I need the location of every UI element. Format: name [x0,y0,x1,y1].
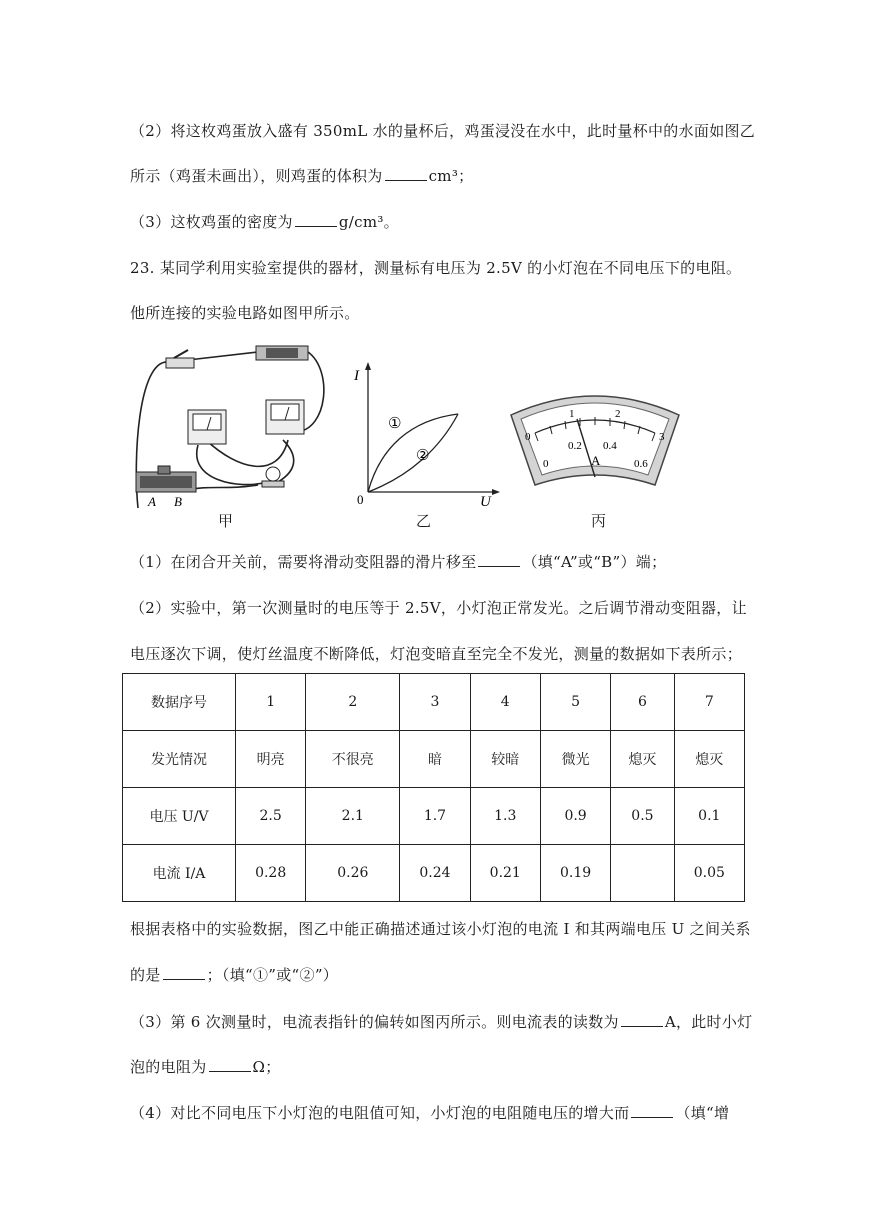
origin-label: 0 [357,492,364,507]
axis-label-u: U [480,494,491,508]
rheostat-label-b: B [174,494,182,509]
table-row [123,674,745,731]
dial-outer-0: 0 [525,431,531,443]
table-cell: 0.05 [674,845,744,902]
p2-line-1: （2）实验中，第一次测量时的电压等于 2.5V，小灯泡正常发光。之后调节滑动变阻器，让 [130,599,747,617]
table-cell: 0.19 [540,845,610,902]
q2-text-post: cm³； [428,167,474,185]
p2-line-2: 电压逐次下调，使灯丝温度不断降低，灯泡变暗直至完全不发光，测量的数据如下表所示； [130,645,743,663]
iu-graph [350,358,500,508]
figure-caption-bing: 丙 [591,512,607,530]
curve-label-2: ② [416,446,430,464]
ammeter-dial [505,385,685,490]
analysis-text-post: ；（填“①”或“②”） [206,966,339,984]
circuit-figure [128,340,338,515]
p3b-text-post: Ω； [252,1058,281,1076]
table-cell: 0.26 [306,845,400,902]
table-cell: 6 [611,674,674,731]
p1-text-post: （填“A”或“B”）端； [522,553,667,571]
rheostat-label-a: A [148,494,156,509]
answer-blank-current[interactable] [621,1012,663,1027]
table-cell: 微光 [540,731,610,788]
analysis-line-2 [130,964,338,985]
answer-blank-volume[interactable] [385,166,427,181]
p3-text-pre: （3）第 6 次测量时，电流表指针的偏转如图丙所示。则电流表的读数为 [130,1013,619,1031]
row-label: 电流 I/A [123,845,236,902]
table-cell: 2.5 [236,788,306,845]
q2-line-2 [130,165,473,186]
p4-text-pre: （4）对比不同电压下小灯泡的电阻值可知，小灯泡的电阻随电压的增大而 [130,1104,630,1122]
q3-text-pre: （3）这枚鸡蛋的密度为 [130,213,293,231]
axis-label-i: I [354,368,359,384]
table-cell: 2.1 [306,788,400,845]
table-cell: 0.9 [540,788,610,845]
table-cell: 较暗 [470,731,540,788]
table-row [123,845,745,902]
table-cell: 0.5 [611,788,674,845]
dial-outer-3: 3 [659,431,665,443]
answer-blank-density[interactable] [295,212,337,227]
measurement-table [122,673,745,902]
dial-inner-02: 0.2 [568,440,582,452]
answer-blank-trend[interactable] [631,1103,673,1118]
p1-text-pre: （1）在闭合开关前，需要将滑动变阻器的滑片移至 [130,553,477,571]
table-cell: 4 [470,674,540,731]
answer-blank-slider-end[interactable] [478,552,520,567]
table-cell: 1.3 [470,788,540,845]
table-cell: 0.28 [236,845,306,902]
analysis-line-1: 根据表格中的实验数据，图乙中能正确描述通过该小灯泡的电流 I 和其两端电压 U 之间关系 [130,920,751,938]
dial-outer-1: 1 [569,408,575,420]
table-cell: 不很亮 [306,731,400,788]
q2-line-1: （2）将这枚鸡蛋放入盛有 350mL 水的量杯后，鸡蛋浸没在水中，此时量杯中的水面如图乙 [130,122,756,140]
answer-blank-curve[interactable] [163,965,205,980]
table-cell: 明亮 [236,731,306,788]
q23-line-2: 他所连接的实验电路如图甲所示。 [130,304,360,322]
table-row [123,788,745,845]
table-cell: 暗 [400,731,470,788]
table-cell: 1.7 [400,788,470,845]
table-cell: 3 [400,674,470,731]
analysis-text-pre: 的是 [130,966,161,984]
figure-caption-yi: 乙 [416,512,432,530]
table-cell: 7 [674,674,744,731]
q3-line [130,211,399,232]
dial-inner-0: 0 [543,458,549,470]
table-row [123,731,745,788]
dial-inner-06: 0.6 [634,458,648,470]
table-cell: 5 [540,674,610,731]
p3b-text-pre: 泡的电阻为 [130,1058,207,1076]
table-cell [611,845,674,902]
p3-line-2 [130,1056,281,1077]
table-cell: 0.1 [674,788,744,845]
dial-inner-04: 0.4 [603,440,617,452]
dial-outer-2: 2 [615,408,621,420]
row-label: 电压 U/V [123,788,236,845]
row-label: 发光情况 [123,731,236,788]
dial-unit: A [591,453,601,468]
curve-label-1: ① [388,414,402,432]
table-cell: 0.21 [470,845,540,902]
figure-caption-jia: 甲 [218,512,234,530]
q3-text-post: g/cm³。 [338,213,399,231]
p4-text-post: （填“增 [675,1104,730,1122]
table-cell: 0.24 [400,845,470,902]
table-cell: 熄灭 [611,731,674,788]
p3-text-post: A，此时小灯 [664,1013,753,1031]
table-cell: 2 [306,674,400,731]
row-label: 数据序号 [123,674,236,731]
table-cell: 1 [236,674,306,731]
answer-blank-resistance[interactable] [209,1057,251,1072]
p3-line-1 [130,1011,752,1032]
p4-line [130,1102,729,1123]
q23-line-1: 23. 某同学利用实验室提供的器材，测量标有电压为 2.5V 的小灯泡在不同电压下的电阻。 [130,259,742,277]
q2-text-pre: 所示（鸡蛋未画出），则鸡蛋的体积为 [130,167,383,185]
table-cell: 熄灭 [674,731,744,788]
p1-line [130,551,666,572]
